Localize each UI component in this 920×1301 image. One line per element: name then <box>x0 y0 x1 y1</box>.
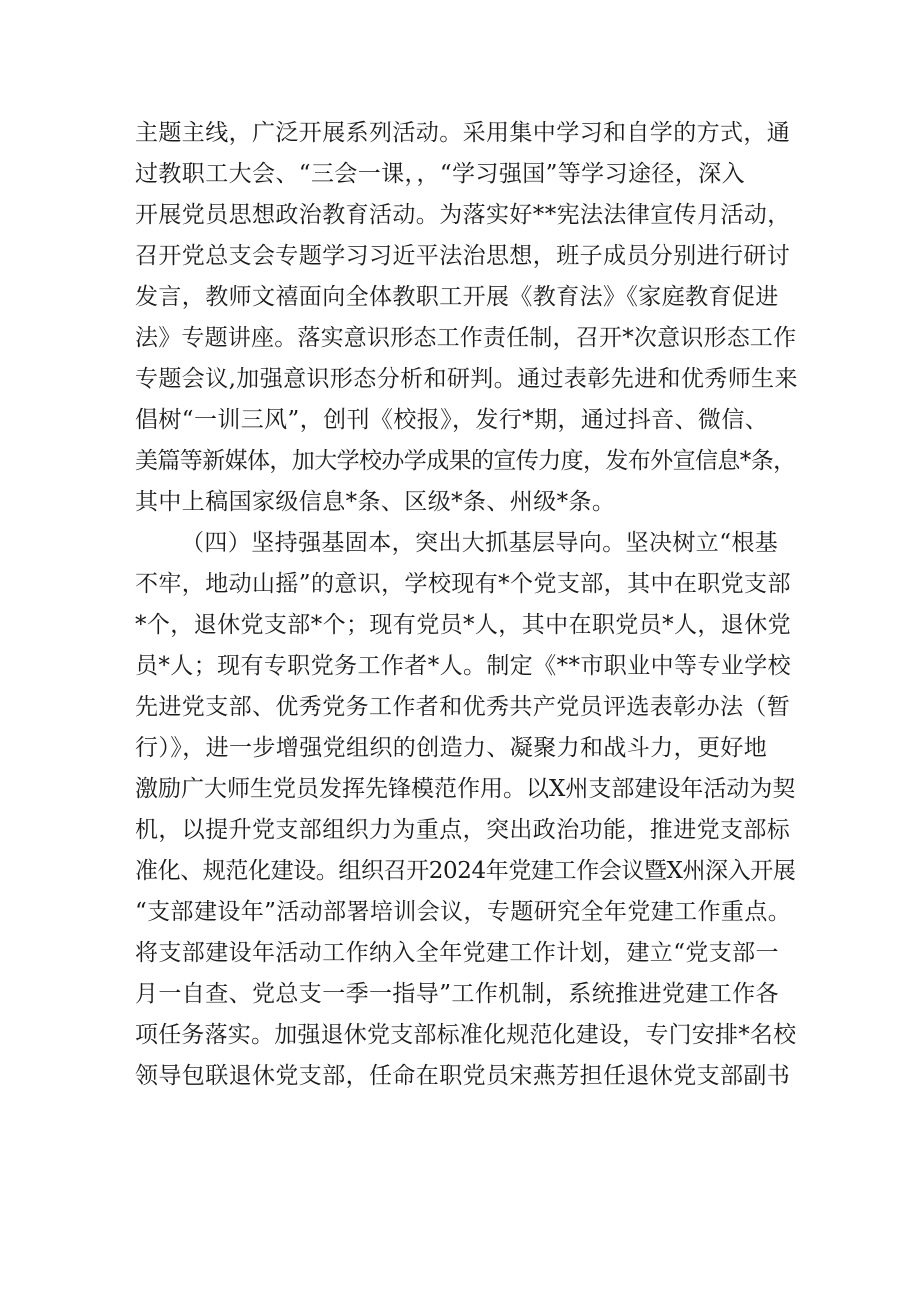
text-line: 主题主线，广泛开展系列活动。采用集中学习和自学的方式，通 <box>135 120 791 146</box>
text-line: 召开党总支会专题学习习近平法治思想，班子成员分别进行研讨 <box>135 243 791 269</box>
text-line: 美篇等新媒体，加大学校办学成果的宣传力度，发布外宣信息*条， <box>135 448 796 474</box>
text-line: 法》专题讲座。落实意识形态工作责任制，召开*次意识形态工作 <box>135 325 797 351</box>
text-line: 专题会议,加强意识形态分析和研判。通过表彰先进和优秀师生来 <box>135 366 798 392</box>
text-line: *个，退休党支部*个；现有党员*人，其中在职党员*人，退休党 <box>135 612 791 638</box>
text-line: 准化、规范化建设。组织召开2024年党建工作会议暨X州深入开展 <box>135 858 796 884</box>
text-line: 不牢，地动山摇”的意识，学校现有*个党支部，其中在职党支部 <box>135 571 791 597</box>
text-line: 行）》，进一步增强党组织的创造力、凝聚力和战斗力，更好地 <box>135 735 768 761</box>
text-line: 先进党支部、优秀党务工作者和优秀共产党员评选表彰办法（暂 <box>135 694 791 720</box>
text-line: 机，以提升党支部组织力为重点，突出政治功能，推进党支部标 <box>135 817 791 843</box>
text-line: “支部建设年”活动部署培训会议，专题研究全年党建工作重点。 <box>135 899 792 925</box>
text-line: 项任务落实。加强退休党支部标准化规范化建设，专门安排*名校 <box>135 1022 797 1048</box>
text-line: 过教职工大会、“三会一课，，“学习强国”等学习途径，深入 <box>135 161 745 187</box>
text-line: 发言，教师文禧面向全体教职工开展《教育法》《家庭教育促进 <box>135 284 779 310</box>
text-line: 倡树“一训三风”，创刊《校报》，发行*期，通过抖音、微信、 <box>135 407 769 433</box>
text-line: 月一自查、党总支一季一指导”工作机制，系统推进党建工作各 <box>135 981 779 1007</box>
text-line: 其中上稿国家级信息*条、区级*条、州级*条。 <box>135 489 616 515</box>
text-line: 开展党员思想政治教育活动。为落实好**宪法法律宣传月活动， <box>135 202 791 228</box>
section-heading-line: （四）坚持强基固本，突出大抓基层导向。坚决树立“根基 <box>181 530 779 556</box>
text-line: 领导包联退休党支部，任命在职党员宋燕芳担任退休党支部副书 <box>135 1063 791 1089</box>
text-line: 员*人；现有专职党务工作者*人。制定《**市职业中等专业学校 <box>135 653 791 679</box>
text-line: 将支部建设年活动工作纳入全年党建工作计划，建立“党支部一 <box>135 940 779 966</box>
text-line: 激励广大师生党员发挥先锋模范作用。以X州支部建设年活动为契 <box>135 776 796 802</box>
